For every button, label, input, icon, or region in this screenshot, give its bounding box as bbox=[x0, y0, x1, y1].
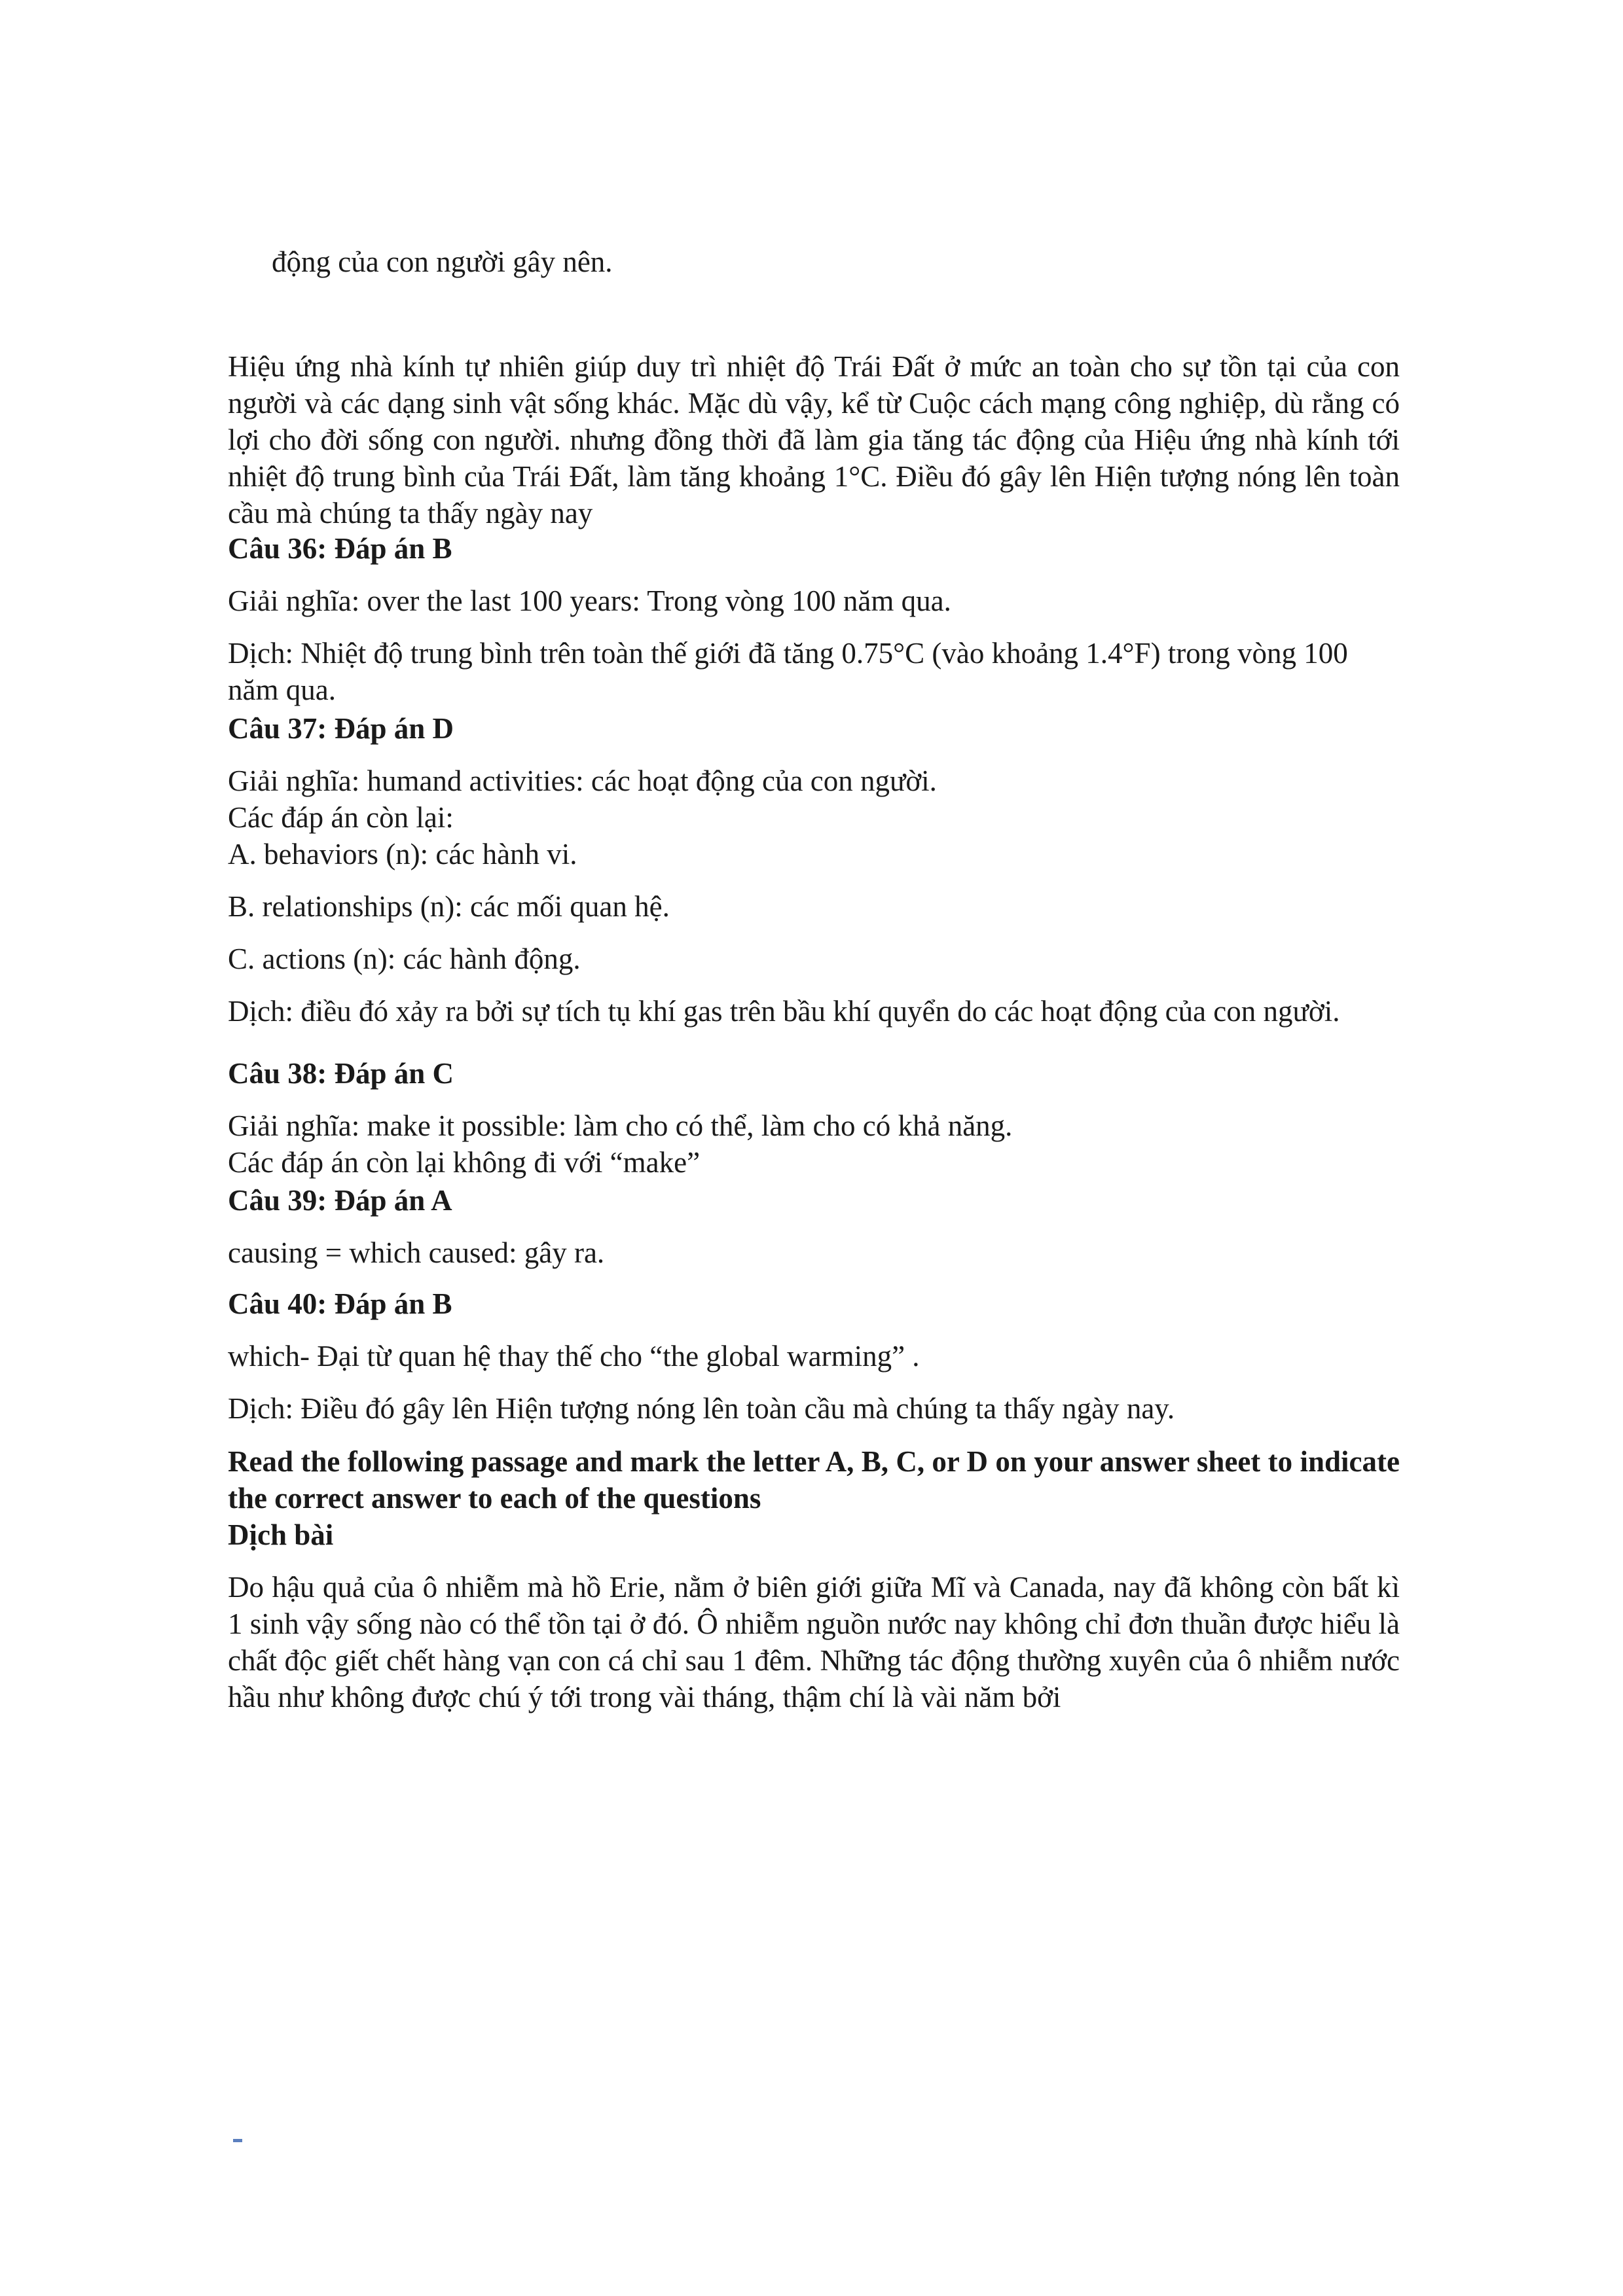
intro-paragraph: Hiệu ứng nhà kính tự nhiên giúp duy trì nhiệt độ Trái Đất ở mức an toàn cho sự tồn tại của con người và các dạng sinh vật sống khác. Mặc dù vậy, kể từ Cuộc cách mạng công nghiệp, dù rằng có lợi cho đời sống con người. nhưng đồng thời đã làm gia tăng tác động của Hiệu ứng nhà kính tới nhiệt độ trung bình của Trái Đất, làm tăng khoảng 1°C. Điều đó gây lên Hiện tượng nóng lên toàn cầu mà chúng ta thấy ngày nay bbox=[228, 350, 1400, 529]
passage-section bbox=[228, 1443, 1400, 1715]
q37-option-a: A. behaviors (n): các hành vi. bbox=[228, 838, 577, 870]
q38-block bbox=[228, 1055, 1400, 1181]
q39-heading: Câu 39: Đáp án A bbox=[228, 1184, 452, 1217]
q39-block bbox=[228, 1182, 1400, 1271]
q37-option-b: B. relationships (n): các mối quan hệ. bbox=[228, 890, 670, 923]
q37-translate: Dịch: điều đó xảy ra bởi sự tích tụ khí gas trên bầu khí quyển do các hoạt động của con người. bbox=[228, 995, 1340, 1028]
q40-block bbox=[228, 1285, 1400, 1427]
q37-explain: Giải nghĩa: humand activities: các hoạt động của con người. bbox=[228, 764, 937, 797]
q40-heading: Câu 40: Đáp án B bbox=[228, 1287, 452, 1320]
q37-others-label: Các đáp án còn lại: bbox=[228, 801, 454, 834]
q40-explain: which- Đại từ quan hệ thay thế cho “the global warming” . bbox=[228, 1340, 920, 1372]
footer-mark bbox=[233, 2139, 242, 2142]
q37-option-c: C. actions (n): các hành động. bbox=[228, 942, 581, 975]
section-title: Dịch bài bbox=[228, 1518, 334, 1551]
q37-heading: Câu 37: Đáp án D bbox=[228, 712, 454, 745]
q40-translate: Dịch: Điều đó gây lên Hiện tượng nóng lên toàn cầu mà chúng ta thấy ngày nay. bbox=[228, 1392, 1175, 1425]
q36-translate: Dịch: Nhiệt độ trung bình trên toàn thế giới đã tăng 0.75°C (vào khoảng 1.4°F) trong vòng 100 năm qua. bbox=[228, 637, 1348, 706]
passage-paragraph: Do hậu quả của ô nhiễm mà hồ Erie, nằm ở biên giới giữa Mĩ và Canada, nay đã không còn bất kì 1 sinh vậy sống nào có thể tồn tại ở đó. Ô nhiễm nguồn nước nay không chỉ đơn thuần được hiểu là chất độc giết chết hàng vạn con cá chỉ sau 1 đêm. Những tác động thường xuyên của ô nhiễm nước hầu như không được chú ý tới trong vài tháng, thậm chí là vài năm bởi bbox=[228, 1571, 1400, 1713]
q36-block bbox=[228, 530, 1400, 708]
q38-heading: Câu 38: Đáp án C bbox=[228, 1057, 454, 1090]
q38-others: Các đáp án còn lại không đi với “make” bbox=[228, 1146, 701, 1179]
q36-heading: Câu 36: Đáp án B bbox=[228, 532, 452, 565]
q38-explain: Giải nghĩa: make it possible: làm cho có thể, làm cho có khả năng. bbox=[228, 1109, 1013, 1142]
q36-explain: Giải nghĩa: over the last 100 years: Trong vòng 100 năm qua. bbox=[228, 584, 951, 617]
lead-line: động của con người gây nên. bbox=[272, 245, 613, 278]
q37-block bbox=[228, 710, 1400, 1030]
instruction-heading: Read the following passage and mark the letter A, B, C, or D on your answer sheet to indicate the correct answer to each of the questions bbox=[228, 1445, 1400, 1515]
q39-explain: causing = which caused: gây ra. bbox=[228, 1236, 605, 1269]
intro-block bbox=[228, 348, 1400, 531]
